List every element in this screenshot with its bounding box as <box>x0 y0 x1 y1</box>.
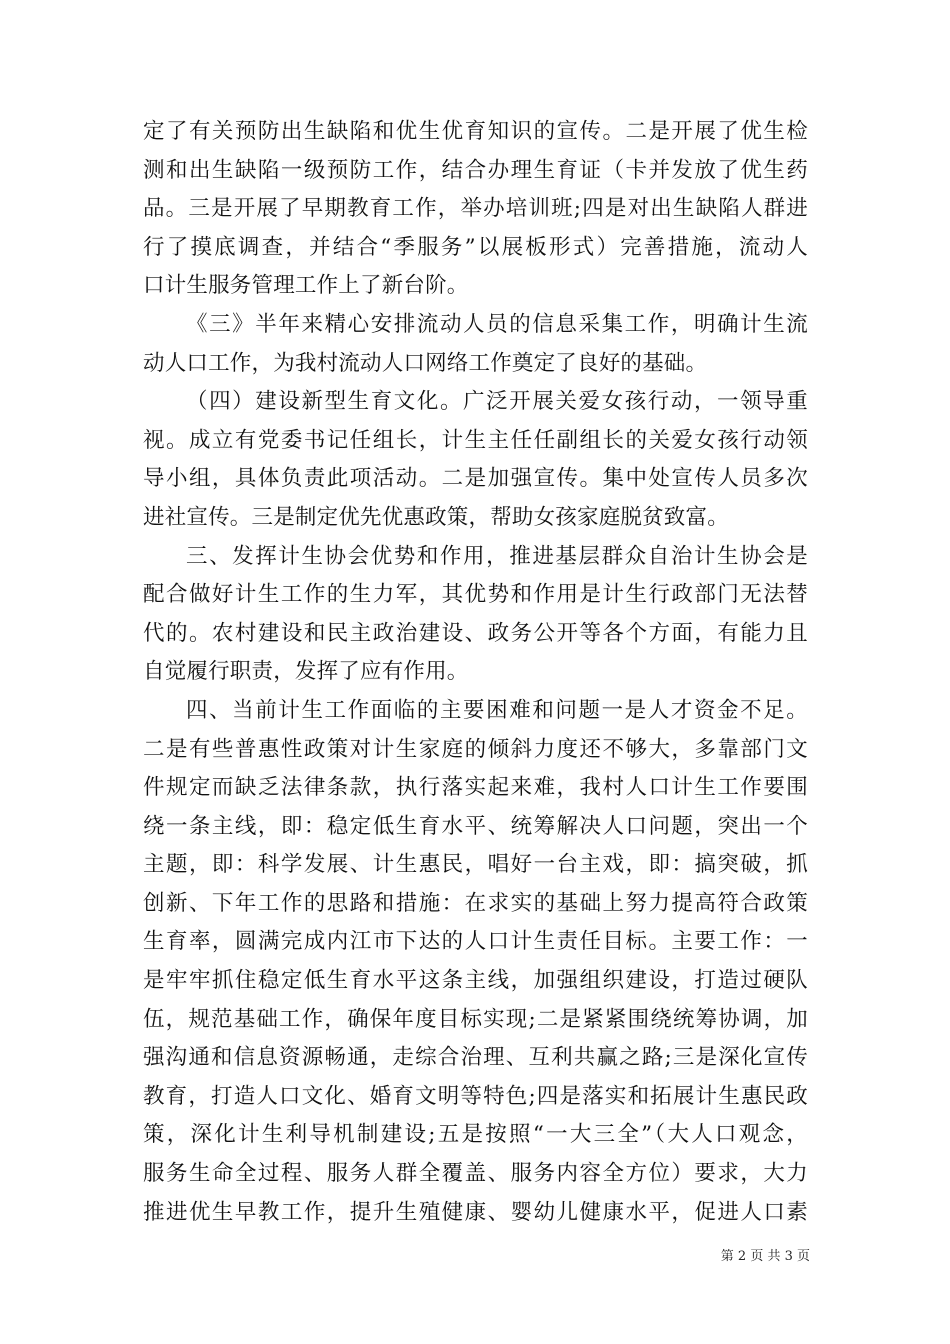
text-line: 主题，即：科学发展、计生惠民，唱好一台主戏，即：搞突破，抓 <box>143 852 808 878</box>
text-line: 四、当前计生工作面临的主要困难和问题一是人才资金不足。 <box>186 697 808 723</box>
text-line: 定了有关预防出生缺陷和优生优育知识的宣传。二是开展了优生检 <box>143 119 808 144</box>
page-footer: 第 2 页 共 3 页 <box>720 1249 810 1264</box>
text-line: 自觉履行职责，发挥了应有作用。 <box>143 659 469 685</box>
text-line: 二是有些普惠性政策对计生家庭的倾斜力度还不够大，多靠部门文 <box>143 736 808 762</box>
text-line: 动人口工作，为我村流动人口网络工作奠定了良好的基础。 <box>143 350 708 376</box>
text-line: 《三》半年来精心安排流动人员的信息采集工作，明确计生流 <box>186 311 808 337</box>
text-line: 配合做好计生工作的生力军，其优势和作用是计生行政部门无法替 <box>143 582 808 608</box>
text-line: （四）建设新型生育文化。广泛开展关爱女孩行动，一领导重 <box>186 389 808 415</box>
text-line: 测和出生缺陷一级预防工作，结合办理生育证（卡并发放了优生药 <box>143 157 808 183</box>
text-line: 创新、下年工作的思路和措施：在求实的基础上努力提高符合政策 <box>143 890 808 916</box>
text-line: 行了摸底调查，并结合“季服务”以展板形式）完善措施，流动人 <box>143 234 808 260</box>
text-line: 品。三是开展了早期教育工作，举办培训班;四是对出生缺陷人群进 <box>143 196 808 222</box>
text-line: 进社宣传。三是制定优先优惠政策，帮助女孩家庭脱贫致富。 <box>143 504 729 530</box>
text-line: 视。成立有党委书记任组长，计生主任任副组长的关爱女孩行动领 <box>143 427 808 453</box>
text-line: 强沟通和信息资源畅通，走综合治理、互利共赢之路;三是深化宣传 <box>143 1045 808 1071</box>
text-line: 教育，打造人口文化、婚育文明等特色;四是落实和拓展计生惠民政 <box>143 1083 808 1109</box>
document-body <box>143 113 808 1232</box>
text-line: 口计生服务管理工作上了新台阶。 <box>143 273 469 299</box>
text-line: 服务生命全过程、服务人群全覆盖、服务内容全方位）要求，大力 <box>143 1161 808 1187</box>
text-line: 策，深化计生利导机制建设;五是按照“一大三全”（大人口观念， <box>143 1122 808 1148</box>
text-line: 绕一条主线，即：稳定低生育水平、统筹解决人口问题，突出一个 <box>143 813 808 839</box>
text-line: 导小组，具体负责此项活动。二是加强宣传。集中处宣传人员多次 <box>143 466 808 492</box>
text-line: 代的。农村建设和民主政治建设、政务公开等各个方面，有能力且 <box>143 620 808 646</box>
text-line: 推进优生早教工作，提升生殖健康、婴幼儿健康水平，促进人口素 <box>143 1199 808 1225</box>
text-line: 伍，规范基础工作，确保年度目标实现;二是紧紧围绕统筹协调，加 <box>143 1006 808 1032</box>
text-line: 件规定而缺乏法律条款，执行落实起来难，我村人口计生工作要围 <box>143 775 808 801</box>
text-line: 生育率，圆满完成内江市下达的人口计生责任目标。主要工作：一 <box>143 929 808 955</box>
text-line: 三、发挥计生协会优势和作用，推进基层群众自治计生协会是 <box>186 543 808 569</box>
text-line: 是牢牢抓住稳定低生育水平这条主线，加强组织建设，打造过硬队 <box>143 968 808 994</box>
